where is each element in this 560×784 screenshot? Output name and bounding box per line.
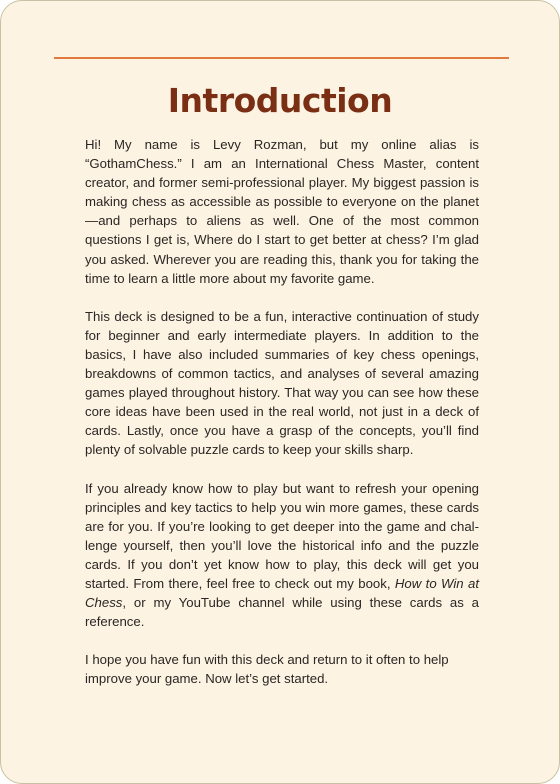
intro-paragraph-1: Hi! My name is Levy Rozman, but my online alias is “GothamChess.” I am an International Chess Master, content creator, and former semi-professional player. My biggest passion is making chess as accessible as possible to everyone on the planet—and perhaps to aliens as well. One of the most common questions I get is, Where do I start to get better at chess? I’m glad you asked. Wherever you are reading this, thank you for taking the time to learn a little more about my favorite game. bbox=[85, 137, 479, 286]
book-title: How to Win at Chess bbox=[85, 575, 480, 611]
paragraph-3-text-before: If you already know how to play but want to refresh your opening principles and key tactics to help you win more games, these cards are for you. If you’re looking to get deeper into the game and challenge yourself, then you’ll love the historical info and the puzzle cards. If you don’t yet know how to play, this deck will get you started. From there, feel free to check out my book, bbox=[85, 480, 479, 591]
intro-closing-paragraph: I hope you have fun with this deck and return to it often to help improve your game. Now let’s get started. bbox=[85, 652, 449, 687]
page-title: Introduction bbox=[167, 81, 393, 120]
intro-paragraph-3 bbox=[85, 479, 479, 632]
intro-body bbox=[85, 135, 479, 707]
paragraph-3-text-after: , or my YouTube channel while using these cards as a reference. bbox=[85, 595, 479, 630]
top-divider-rule bbox=[54, 57, 509, 59]
intro-paragraph-2: This deck is designed to be a fun, interactive continuation of study for beginner and early intermediate players. In addition to the basics, I have also included summaries of key chess openings, breakdowns of common tactics, and analyses of several amazing games played throughout history. That way you can see how these core ideas have been used in the real world, not just in a deck of cards. Lastly, once you have a grasp of the concepts, you’ll find plenty of solvable puzzle cards to keep your skills sharp. bbox=[85, 308, 479, 458]
